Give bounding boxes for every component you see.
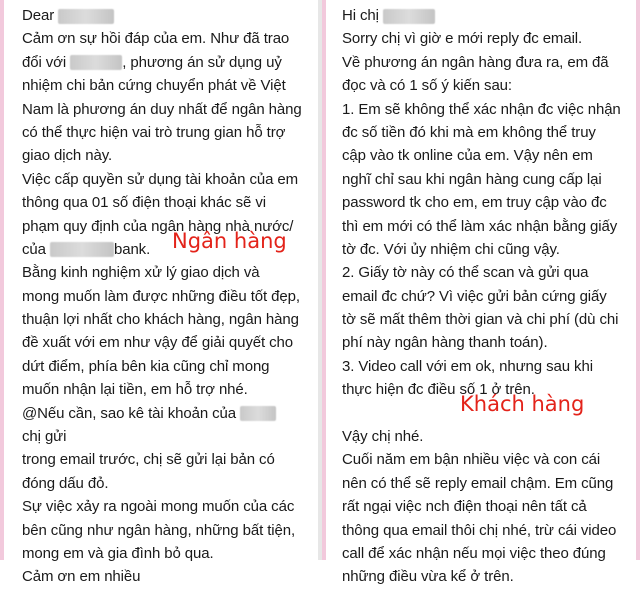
message-line	[342, 238, 621, 261]
message-text: trong email trước, chị sẽ gửi lại bản có	[22, 451, 275, 469]
message-text: phạm quy định của ngân hàng nhà nước/	[22, 217, 294, 235]
message-text: Việc cấp quyền sử dụng tài khoản của em	[22, 170, 299, 188]
message-line	[22, 191, 302, 214]
message-text: dứt điểm, phía bên kia cũng chỉ mong	[22, 357, 270, 375]
message-text: đọc và có 1 số ý kiến sau:	[342, 77, 512, 95]
message-text: email đc chứ? Vì việc gửi bản cứng giấy	[342, 287, 607, 305]
message-text: 3. Video call với em ok, nhưng sau khi	[342, 357, 593, 375]
message-line	[342, 495, 621, 518]
message-text: Sự việc xảy ra ngoài mong muốn của các	[22, 498, 295, 516]
message-text: bank.	[113, 240, 151, 258]
bank-message-lines	[22, 4, 302, 589]
message-text: nên có thể sẽ reply email chậm. Em cũng	[342, 474, 614, 492]
redacted-name-blur	[50, 242, 114, 257]
message-line	[22, 448, 302, 471]
message-text: password tk cho em, em truy cập vào đc	[342, 194, 607, 212]
message-line	[342, 285, 621, 308]
message-line	[22, 542, 302, 565]
message-text: thông qua email thôi chị nhé, trừ cái video	[342, 521, 617, 539]
message-text: Cảm ơn em nhiều	[22, 568, 141, 586]
customer-message-panel	[322, 0, 640, 586]
message-line	[342, 261, 621, 284]
message-line	[342, 425, 621, 448]
message-text: mong muốn làm được những điều tốt đẹp,	[22, 287, 300, 305]
message-text: tờ đc. Với ủy nhiệm chi cũng vậy.	[342, 240, 560, 258]
message-text: mong em và gia đình bỏ qua.	[22, 544, 214, 562]
message-line	[22, 402, 302, 425]
message-line	[342, 4, 621, 27]
message-line	[22, 425, 302, 448]
message-line	[342, 355, 621, 378]
message-text: Sorry chị vì giờ e mới reply đc email.	[342, 30, 583, 48]
message-line	[342, 191, 621, 214]
message-line	[342, 331, 621, 354]
message-text: đổi với	[22, 53, 71, 71]
bank-message-panel	[0, 0, 318, 586]
message-text: giao dịch này.	[22, 147, 113, 165]
message-line	[342, 542, 621, 565]
message-text: Hi chị	[342, 7, 383, 24]
message-text: của	[22, 240, 50, 258]
message-text: thì em mới có thể làm xác nhận bằng giấy	[342, 217, 618, 235]
message-text: 2. Giấy tờ này có thể scan và gửi qua	[342, 264, 589, 282]
message-line	[342, 565, 621, 588]
message-line	[22, 144, 302, 167]
message-text: chị gửi	[22, 428, 67, 446]
message-line	[22, 565, 302, 588]
customer-message-lines	[342, 4, 621, 589]
message-text: bên cũng như ngân hàng, những bất tiện,	[22, 521, 296, 539]
message-text: nhiệm chi bản cứng chuyển phát về Việt	[22, 77, 286, 95]
message-line	[22, 495, 302, 518]
message-line	[342, 472, 621, 495]
message-text: cập vào tk online của em. Vậy nên em	[342, 147, 593, 165]
message-text: , phương án sử dụng uỷ	[122, 53, 282, 71]
message-line	[342, 27, 621, 50]
message-text: call để xác nhận nếu mọi việc theo đúng	[342, 544, 606, 562]
redacted-name-blur	[240, 406, 276, 421]
message-line	[342, 519, 621, 542]
message-text: đóng dấu đỏ.	[22, 474, 109, 492]
message-text: thông qua 01 số điện thoại khác sẽ vi	[22, 194, 266, 212]
message-text: Vậy chị nhé.	[342, 428, 424, 446]
message-text: có thể thực hiện vai trò trung gian hỗ trợ	[22, 123, 286, 141]
message-text: Bằng kinh nghiệm xử lý giao dịch và	[22, 264, 260, 282]
message-text: Nam là phương án duy nhất để ngân hàng	[22, 100, 302, 118]
redacted-name-blur	[58, 9, 114, 24]
message-line	[342, 448, 621, 471]
message-text: Cảm ơn sự hồi đáp của em. Như đã trao	[22, 30, 290, 48]
message-line	[22, 355, 302, 378]
message-text: những điều vừa kể ở trên.	[342, 568, 514, 586]
message-text: đề xuất với em như vậy để giải quyết cho	[22, 334, 294, 352]
message-text: phí này ngân hàng thanh toán).	[342, 334, 548, 352]
message-line	[342, 121, 621, 144]
message-line	[342, 51, 621, 74]
message-line	[22, 121, 302, 144]
message-line	[22, 472, 302, 495]
message-line	[22, 308, 302, 331]
message-text: nghĩ chỉ sau khi ngân hàng cung cấp lại	[342, 170, 602, 188]
message-line	[22, 285, 302, 308]
message-text: thuận lợi nhất cho khách hàng, ngân hàng	[22, 311, 299, 329]
message-line	[22, 331, 302, 354]
message-line	[22, 74, 302, 97]
message-line	[22, 4, 302, 27]
bank-label: Ngân hàng	[172, 229, 287, 253]
message-text: Dear	[22, 7, 59, 24]
message-line	[342, 308, 621, 331]
message-line	[342, 98, 621, 121]
message-line	[22, 378, 302, 401]
message-text: thực hiện đc điều số 1 ở trên.	[342, 381, 535, 399]
message-line	[22, 51, 302, 74]
message-text: @Nếu cần, sao kê tài khoản của	[22, 404, 241, 422]
customer-label: Khách hàng	[460, 392, 585, 416]
message-text: Về phương án ngân hàng đưa ra, em đã	[342, 53, 609, 71]
message-text: đc số tiền đó khi mà em không thể truy	[342, 123, 596, 141]
message-text: Cuối năm em bận nhiều việc và con cái	[342, 451, 601, 469]
message-line	[342, 144, 621, 167]
message-line	[22, 261, 302, 284]
message-line	[22, 519, 302, 542]
message-line	[22, 168, 302, 191]
message-line	[342, 215, 621, 238]
message-text: tờ sẽ mất thêm thời gian và chi phí (dù chi	[342, 311, 619, 329]
message-text: muốn nhận lại tiền, em hỗ trợ nhé.	[22, 381, 248, 399]
redacted-name-blur	[383, 9, 435, 24]
message-line	[22, 98, 302, 121]
message-text: 1. Em sẽ không thể xác nhận đc việc nhận	[342, 100, 621, 118]
message-text: rất ngại việc nch điện thoại nên tất cả	[342, 498, 587, 516]
message-line	[22, 27, 302, 50]
redacted-name-blur	[70, 55, 122, 70]
message-line	[342, 168, 621, 191]
message-line	[342, 74, 621, 97]
